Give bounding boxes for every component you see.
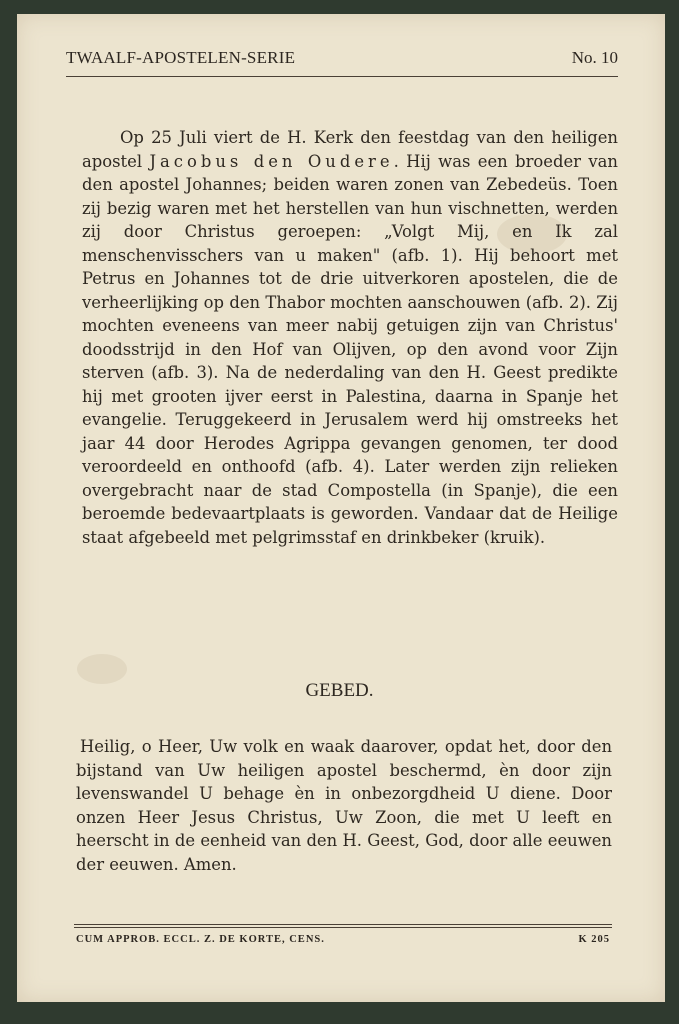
print-code: K 205 (578, 934, 610, 945)
card-header (66, 48, 618, 68)
biography-paragraph (82, 126, 618, 549)
saint-name: Jacobus den Oudere (149, 151, 394, 171)
saint-biography (82, 126, 618, 549)
approbation-text: CUM APPROB. ECCL. Z. DE KORTE, CENS. (76, 934, 325, 945)
series-title: TWAALF-APOSTELEN-SERIE (66, 48, 296, 67)
prayer-title: GEBED. (305, 680, 374, 701)
biography-rest: . Hij was een broeder van den apostel Johannes; beiden waren zonen van Zebedeüs. Toen zij bezig waren met het herstellen van hun vischnetten, werden zij door Christus geroepen: „Volgt Mij, en Ik zal menschenvisschers van u maken" (afb. 1). Hij behoort met Petrus en Johannes tot de drie uitverkoren apostelen, die de verheerlijking op den Thabor mochten aanschouwen (afb. 2). Zij mochten eveneens van meer nabij getuigen zijn van Christus' doodsstrijd in den Hof van Olijven, op den avond voor Zijn sterven (afb. 3). Na de nederdaling van den H. Geest predikte hij met grooten ijver eerst in Palestina, daarna in Spanje het evangelie. Teruggekeerd in Jerusalem werd hij omstreeks het jaar 44 door Herodes Agrippa gevangen genomen, ter dood veroordeeld en onthoofd (afb. 4). Later werden zijn relieken overgebracht naar de stad Compostella (in Spanje), die een beroemde bedevaartplaats is geworden. Vandaar dat de Heilige staat afgebeeld met pelgrimsstaf en drinkbeker (kruik). (82, 151, 618, 547)
footer-rule (74, 924, 612, 925)
header-rule (66, 76, 618, 77)
prayer-paragraph: Heilig, o Heer, Uw volk en waak daarover, opdat het, door den bijstand van Uw heiligen apostel beschermd, èn door zijn levenswandel U behage èn in onbezorgdheid U diene. Door onzen Heer Jesus Christus, Uw Zoon, die met U leeft en heerscht in de eenheid van den H. Geest, God, door alle eeuwen der eeuwen. Amen. (76, 737, 612, 874)
card-footer (76, 934, 610, 945)
biography-intro: Op 25 Juli viert de H. Kerk den feestdag van den heiligen apostel (82, 128, 618, 171)
prayer-text (76, 735, 612, 876)
card-number: No. 10 (571, 48, 618, 67)
footer-rule (74, 927, 612, 928)
